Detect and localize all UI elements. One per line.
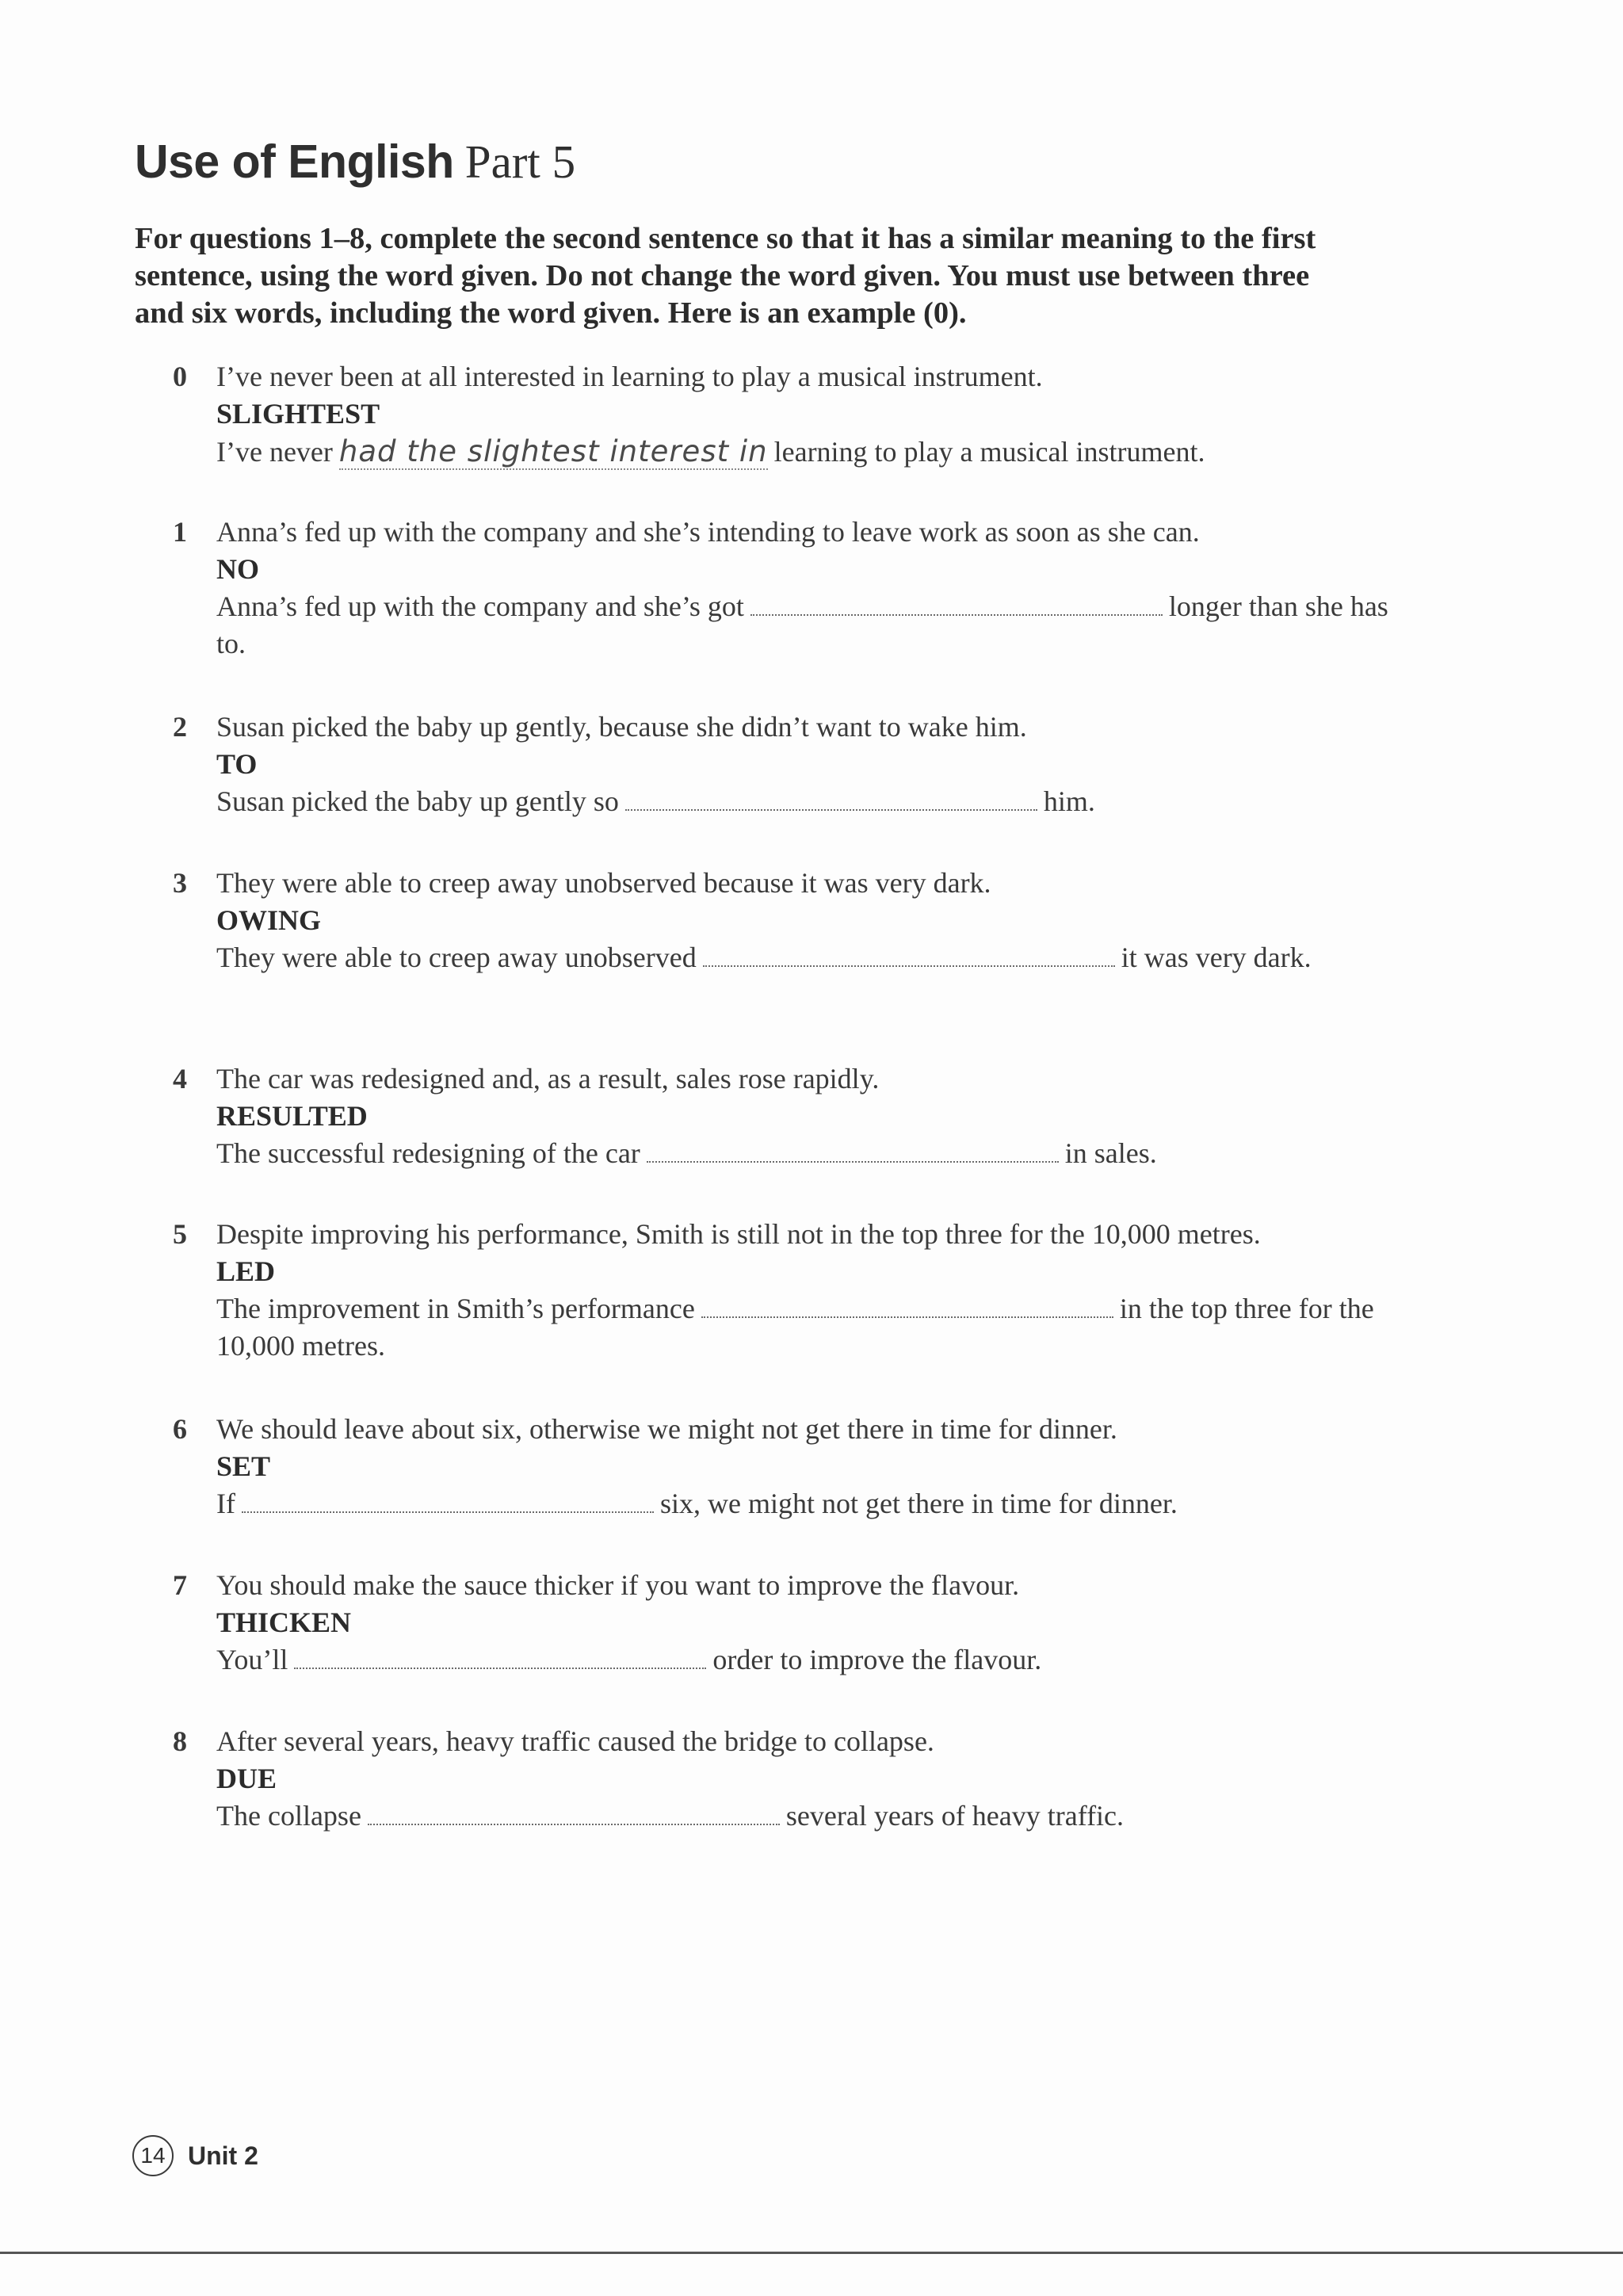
sentence-start: You’ll xyxy=(216,1644,288,1675)
question-number: 7 xyxy=(173,1569,187,1601)
answer-gap[interactable] xyxy=(294,1644,706,1669)
sentence-end: in the top three for the 10,000 metres. xyxy=(216,1293,1374,1362)
sentence-end: longer than she has to. xyxy=(216,590,1388,659)
question-item xyxy=(173,709,1409,820)
rewritten-sentence xyxy=(216,588,1409,663)
original-sentence: After several years, heavy traffic caused the bridge to collapse. xyxy=(216,1725,934,1757)
answer-gap[interactable] xyxy=(625,785,1037,811)
sentence-end: six, we might not get there in time for dinner. xyxy=(659,1488,1178,1519)
example-answer: had the slightest interest in xyxy=(338,434,768,468)
sentence-start: If xyxy=(216,1488,235,1519)
key-word: TO xyxy=(216,748,258,780)
sentence-end: in sales. xyxy=(1064,1137,1157,1169)
question-number: 3 xyxy=(173,867,187,899)
original-sentence: Susan picked the baby up gently, because she didn’t want to wake him. xyxy=(216,711,1027,743)
page-number-badge: 14 xyxy=(132,2135,174,2176)
question-item xyxy=(173,1216,1409,1365)
rewritten-sentence xyxy=(216,1290,1409,1365)
key-word: OWING xyxy=(216,904,322,936)
rewritten-sentence xyxy=(216,939,1409,976)
question-item xyxy=(173,1411,1409,1522)
sentence-end: it was very dark. xyxy=(1121,942,1312,973)
sentence-start: They were able to creep away unobserved xyxy=(216,942,697,973)
question-item xyxy=(173,358,1409,471)
sentence-start: The collapse xyxy=(216,1800,361,1832)
answer-gap[interactable] xyxy=(703,942,1115,967)
key-word: SLIGHTEST xyxy=(216,398,380,430)
rewritten-sentence xyxy=(216,783,1409,820)
key-word: NO xyxy=(216,553,259,585)
sentence-end: order to improve the flavour. xyxy=(712,1644,1042,1675)
question-item xyxy=(173,514,1409,663)
answer-gap[interactable] xyxy=(750,590,1163,616)
original-sentence: Despite improving his performance, Smith is still not in the top three for the 10,000 metres. xyxy=(216,1218,1261,1250)
instructions: For questions 1–8, complete the second sentence so that it has a similar meaning to the first sentence, using the word given. Do not change the word given. You must use between three and six words, including the word given. Here is an example (0). xyxy=(135,222,1316,330)
sentence-start: Susan picked the baby up gently so xyxy=(216,785,619,817)
question-item xyxy=(173,865,1409,976)
original-sentence: We should leave about six, otherwise we might not get there in time for dinner. xyxy=(216,1413,1117,1445)
original-sentence: You should make the sauce thicker if you want to improve the flavour. xyxy=(216,1569,1020,1601)
answer-gap[interactable] xyxy=(242,1488,654,1513)
original-sentence: The car was redesigned and, as a result, sales rose rapidly. xyxy=(216,1063,880,1095)
question-number: 1 xyxy=(173,516,187,548)
sentence-end: learning to play a musical instrument. xyxy=(773,436,1205,468)
answer-gap[interactable] xyxy=(368,1800,780,1825)
key-word: SET xyxy=(216,1450,271,1482)
rewritten-sentence xyxy=(216,433,1409,471)
question-number: 4 xyxy=(173,1063,187,1095)
question-number: 6 xyxy=(173,1413,187,1445)
sentence-start: I’ve never xyxy=(216,436,333,468)
question-number: 2 xyxy=(173,711,187,743)
answer-gap[interactable] xyxy=(647,1137,1059,1163)
part-label: Part 5 xyxy=(464,136,576,188)
key-word: DUE xyxy=(216,1763,277,1794)
unit-label: Unit 2 xyxy=(188,2141,258,2170)
sentence-start: The successful redesigning of the car xyxy=(216,1137,640,1169)
page-bottom-rule xyxy=(0,2252,1623,2254)
question-number: 0 xyxy=(173,361,187,392)
question-item xyxy=(173,1723,1409,1835)
page-footer xyxy=(132,2134,258,2178)
page-title xyxy=(135,133,575,190)
key-word: RESULTED xyxy=(216,1100,368,1132)
key-word: THICKEN xyxy=(216,1606,352,1638)
sentence-end: him. xyxy=(1043,785,1095,817)
sentence-end: several years of heavy traffic. xyxy=(785,1800,1125,1832)
key-word: LED xyxy=(216,1255,276,1287)
sentence-start: The improvement in Smith’s performance xyxy=(216,1293,695,1324)
section-title: Use of English xyxy=(135,136,454,188)
original-sentence: Anna’s fed up with the company and she’s intending to leave work as soon as she can. xyxy=(216,516,1200,548)
question-number: 8 xyxy=(173,1725,187,1757)
rewritten-sentence xyxy=(216,1485,1409,1522)
original-sentence: I’ve never been at all interested in learning to play a musical instrument. xyxy=(216,361,1043,392)
rewritten-sentence xyxy=(216,1797,1409,1835)
sentence-start: Anna’s fed up with the company and she’s got xyxy=(216,590,744,622)
question-item xyxy=(173,1567,1409,1679)
question-item xyxy=(173,1060,1409,1172)
original-sentence: They were able to creep away unobserved because it was very dark. xyxy=(216,867,991,899)
rewritten-sentence xyxy=(216,1135,1409,1172)
rewritten-sentence xyxy=(216,1641,1409,1679)
answer-gap[interactable] xyxy=(701,1293,1113,1318)
question-number: 5 xyxy=(173,1218,187,1250)
